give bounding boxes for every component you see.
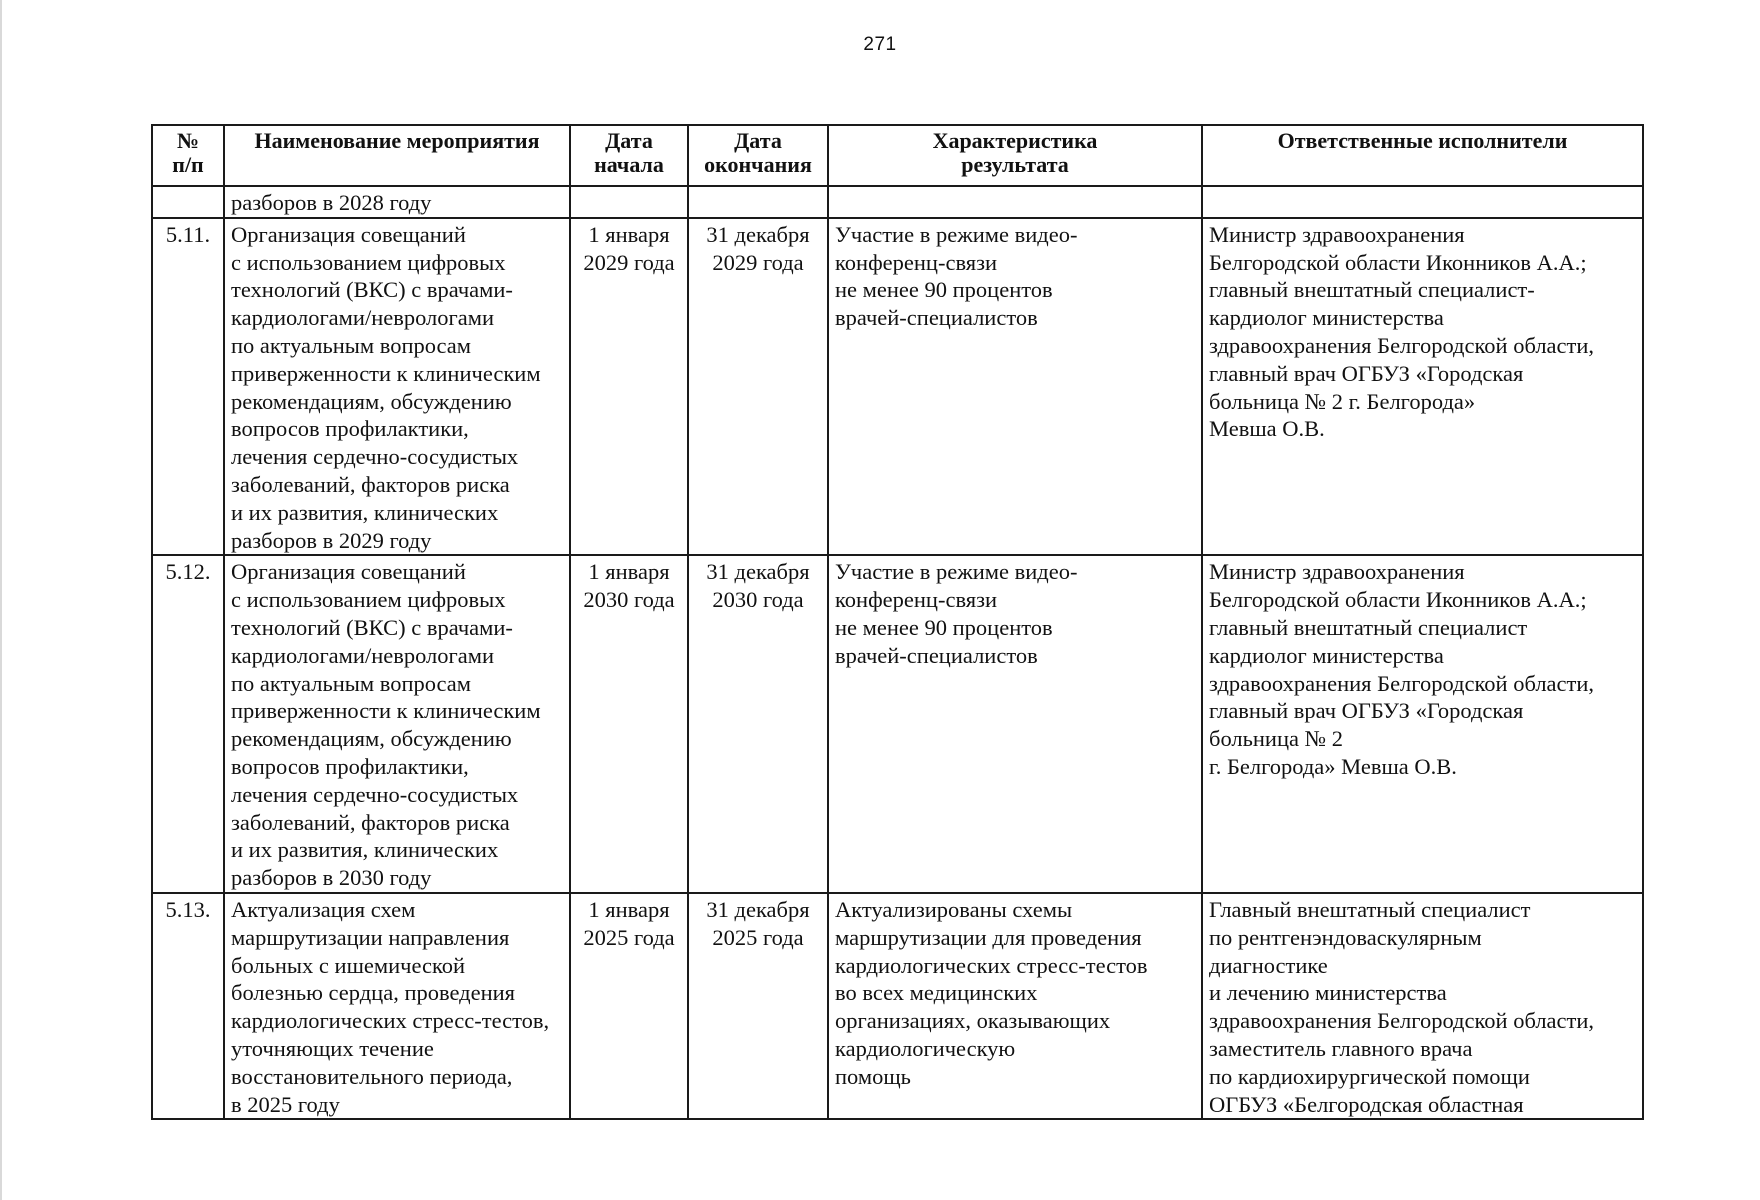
cell-activity-name: Организация совещаний с использованием цифровых технологий (ВКС) с врачами- кардиологами/неврологами по актуальным вопросам приверженности к клиническим рекомендациям, обсуждению вопросов профилактики, лечения сердечно-сосудистых заболеваний, факторов риска и их развития, клинических разборов в 2030 году [224,555,570,893]
header-result: Характеристика результата [828,125,1202,186]
cell-activity-name: Актуализация схем маршрутизации направления больных с ишемической болезнью сердца, проведения кардиологических стресс-тестов, уточняющих течение восстановительного периода, в 2025 году [224,893,570,1119]
cell-result: Участие в режиме видео- конференц-связи не менее 90 процентов врачей-специалистов [828,555,1202,893]
cell-responsible: Главный внештатный специалист по рентгенэндоваскулярным диагностике и лечению министерства здравоохранения Белгородской области, заместитель главного врача по кардиохирургической помощи ОГБУЗ «Белгородская областная [1202,893,1643,1119]
cell-result: Участие в режиме видео- конференц-связи не менее 90 процентов врачей-специалистов [828,218,1202,556]
table-row [152,218,1643,556]
table-row [152,893,1643,1119]
cell-end-date: 31 декабря 2025 года [688,893,828,1119]
header-end-date: Дата окончания [688,125,828,186]
cell-start-date: 1 января 2029 года [570,218,688,556]
cell-responsible: Министр здравоохранения Белгородской области Иконников А.А.; главный внештатный специалист кардиолог министерства здравоохранения Белгородской области, главный врач ОГБУЗ «Городская больница № 2 г. Белгорода» Мевша О.В. [1202,555,1643,893]
cell-start-date: 1 января 2030 года [570,555,688,893]
page-number: 271 [863,34,897,55]
header-activity-name: Наименование мероприятия [224,125,570,186]
table-row [152,555,1643,893]
table-header-row [152,125,1643,186]
table-row-continuation [152,186,1643,218]
cell-start-date [570,186,688,218]
cell-activity-name: Организация совещаний с использованием цифровых технологий (ВКС) с врачами- кардиологами/неврологами по актуальным вопросам приверженности к клиническим рекомендациям, обсуждению вопросов профилактики, лечения сердечно-сосудистых заболеваний, факторов риска и их развития, клинических разборов в 2029 году [224,218,570,556]
header-number: № п/п [152,125,224,186]
cell-number: 5.11. [152,218,224,556]
header-responsible: Ответственные исполнители [1202,125,1643,186]
cell-result: Актуализированы схемы маршрутизации для проведения кардиологических стресс-тестов во всех медицинских организациях, оказывающих кардиологическую помощь [828,893,1202,1119]
cell-start-date: 1 января 2025 года [570,893,688,1119]
header-start-date: Дата начала [570,125,688,186]
cell-number: 5.12. [152,555,224,893]
cell-responsible [1202,186,1643,218]
cell-result [828,186,1202,218]
cell-activity-name: разборов в 2028 году [224,186,570,218]
cell-end-date: 31 декабря 2029 года [688,218,828,556]
cell-responsible: Министр здравоохранения Белгородской области Иконников А.А.; главный внештатный специалист- кардиолог министерства здравоохранения Белгородской области, главный врач ОГБУЗ «Городская больница № 2 г. Белгорода» Мевша О.В. [1202,218,1643,556]
cell-number: 5.13. [152,893,224,1119]
scan-edge [0,0,2,1200]
cell-end-date [688,186,828,218]
cell-number [152,186,224,218]
activities-table [151,124,1644,1120]
cell-end-date: 31 декабря 2030 года [688,555,828,893]
